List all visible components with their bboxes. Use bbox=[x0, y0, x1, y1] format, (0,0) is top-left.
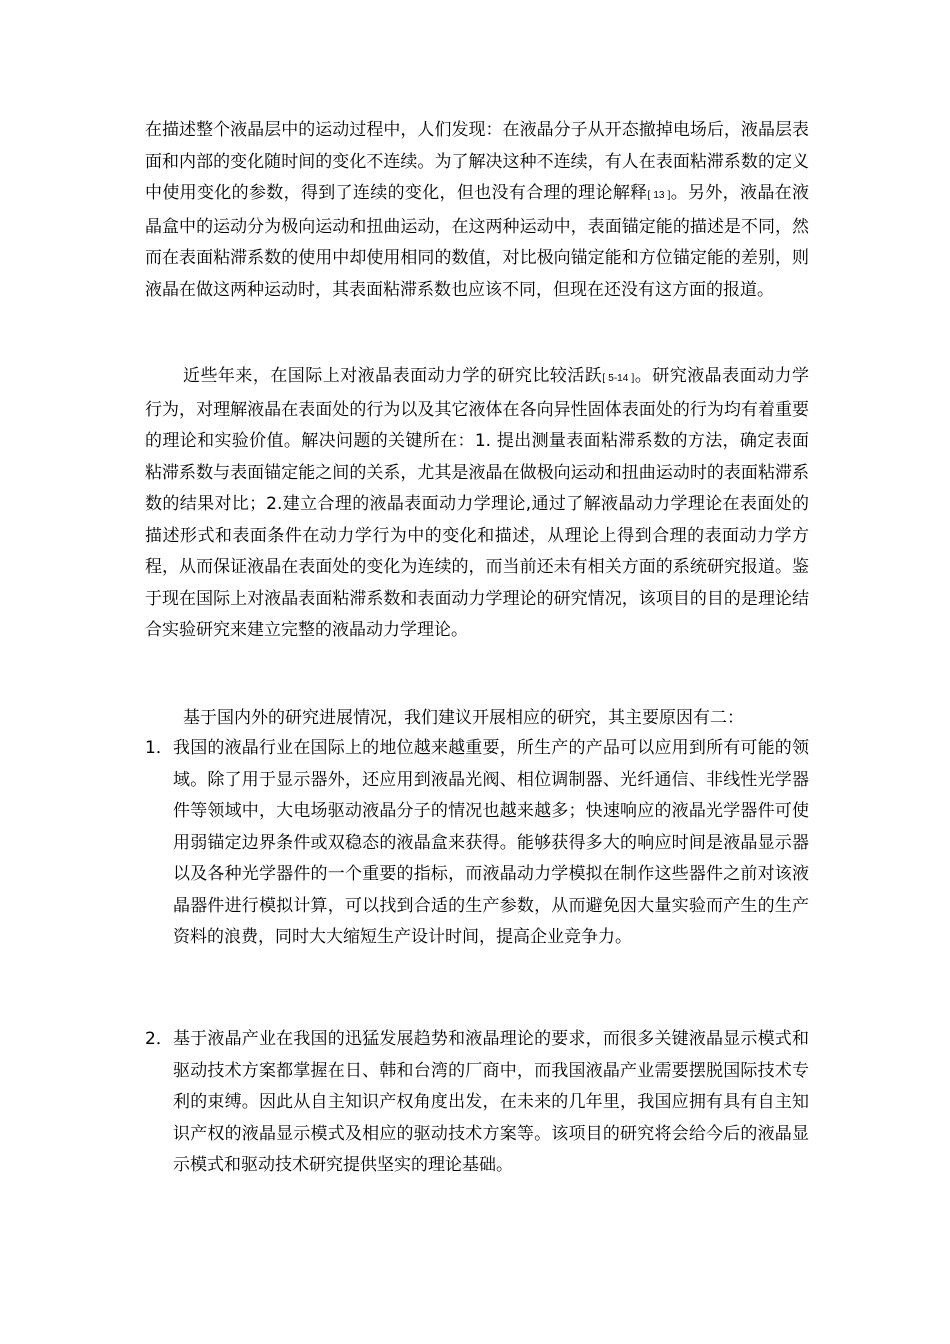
list-item-number: 2． bbox=[145, 1029, 173, 1049]
paragraph-1-text-a: 在描述整个液晶层中的运动过程中，人们发现：在液晶分子从开态撤掉电场后，液晶层表面和内部的变化随时间的变化不连续。为了解决这种不连续，有人在表面粘滞系数的定义中使用变化的参数，得到了连续的变化，但也没有合理的理论解释 bbox=[145, 120, 809, 203]
list-item-number: 1． bbox=[145, 738, 173, 758]
list-item-text: 基于液晶产业在我国的迅猛发展趋势和液晶理论的要求，而很多关键液晶显示模式和驱动技术方案都掌握在日、韩和台湾的厂商中，而我国液晶产业需要摆脱国际技术专利的束缚。因此从自主知识产权角度出发，在未来的几年里，我国应拥有具有自主知识产权的液晶显示模式及相应的驱动技术方案等。该项目的研究将会给今后的液晶显示模式和驱动技术研究提供坚实的理论基础。 bbox=[173, 1029, 809, 1175]
list-item bbox=[145, 1024, 809, 1182]
paragraph-1 bbox=[145, 115, 809, 306]
paragraph-1-text-b: 。另外，液晶在液晶盒中的运动分为极向运动和扭曲运动，在这两种运动中，表面锚定能的描述是不同，然而在表面粘滞系数的使用中却使用相同的数值，对比极向锚定能和方位锚定能的差别，则液晶在做这两种运动时，其表面粘滞系数也应该不同，但现在还没有这方面的报道。 bbox=[145, 183, 809, 300]
paragraph-2 bbox=[145, 361, 809, 647]
paragraph-2-text-a: 近些年来，在国际上对液晶表面动力学的研究比较活跃 bbox=[183, 366, 603, 386]
paragraph-3: 基于国内外的研究进展情况，我们建议开展相应的研究，其主要原因有二： bbox=[183, 708, 744, 728]
paragraph-2-text-b: 。研究液晶表面动力学行为，对理解液晶在表面处的行为以及其它液体在各向异性固体表面处的行为均有着重要的理论和实验价值。解决问题的关键所在：1. 提出测量表面粘滞系数的方法，确定表面粘滞系数与表面锚定能之间的关系，尤其是液晶在做极向运动和扭曲运动时的表面粘滞系数的结果对比；2.建立合理的液晶表面动力学理论,通过了解液晶动力学理论在表面处的描述形式和表面条件在动力学行为中的变化和描述，从理论上得到合理的表面动力学方程，从而保证液晶在表面处的变化为连续的，而当前还未有相关方面的系统研究报道。鉴于现在国际上对液晶表面粘滞系数和表面动力学理论的研究情况，该项目的目的是理论结合实验研究来建立完整的液晶动力学理论。 bbox=[145, 366, 810, 640]
citation-13: [ 13 ] bbox=[647, 190, 671, 201]
list-item bbox=[145, 733, 809, 954]
citation-5-14: [ 5-14 ] bbox=[602, 373, 635, 384]
list-item-text: 我国的液晶行业在国际上的地位越来越重要，所生产的产品可以应用到所有可能的领域。除了用于显示器外，还应用到液晶光阀、相位调制器、光纤通信、非线性光学器件等领域中，大电场驱动液晶分子的情况也越来越多；快速响应的液晶光学器件可使用弱锚定边界条件或双稳态的液晶盒来获得。能够获得多大的响应时间是液晶显示器以及各种光学器件的一个重要的指标，而液晶动力学模拟在制作这些器件之前对该液晶器件进行模拟计算，可以找到合适的生产参数，从而避免因大量实验而产生的生产资料的浪费，同时大大缩短生产设计时间，提高企业竞争力。 bbox=[173, 738, 809, 947]
